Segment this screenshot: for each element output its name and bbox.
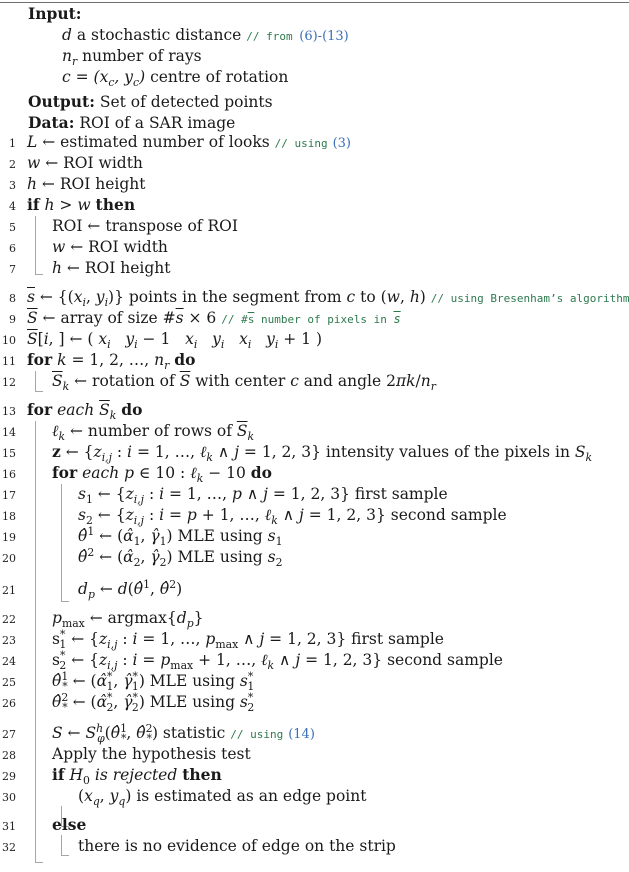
foreach-block-rule: [35, 421, 36, 862]
line-number: 26: [2, 697, 16, 710]
line-number: 3: [9, 179, 16, 192]
line-2: w ← ROI width: [27, 154, 143, 172]
line-29: if $H_0$ is rejected then: [52, 765, 222, 788]
line-number: 8: [9, 292, 16, 305]
top-rule: [0, 2, 629, 3]
line-10: $\overline{S}[i$, ] ← ( $x_i$ $y_i - 1$ $x_i$ $y_i$ $x_i$ $y_i + 1$ ): [27, 330, 323, 352]
if-block-rule-end: [35, 274, 43, 275]
input-c: $c = (x_c$, $y_c$) centre of rotation: [62, 68, 289, 90]
line-11: for k = 1, 2, …, $n_r$ do: [27, 350, 196, 373]
line-number: 17: [2, 489, 16, 502]
line-number: 31: [2, 820, 16, 833]
line-number: 18: [2, 510, 16, 523]
line-25: θ̂$^1_*$ ← ($\alphâ^*_1$, $\gammâ^*_1$) MLE using $s^*_1$: [52, 669, 255, 694]
line-number: 4: [9, 200, 16, 213]
line-number: 2: [9, 158, 16, 171]
line-number: 5: [9, 221, 16, 234]
line-32: there is no evidence of edge on the strip: [78, 837, 396, 855]
line-number: 12: [2, 376, 16, 389]
line-13: for each $\overline{S}_k$ do: [27, 400, 143, 423]
line-30: ($x_q$, $y_q$) is estimated as an edge point: [78, 787, 367, 809]
line-22: $p_{max}$ ← $argmax\{d_p\}$: [52, 609, 204, 631]
line-1: L ← estimated number of looks // using (3): [27, 133, 351, 151]
inner-for-block-rule-end: [61, 601, 69, 602]
line-27: S ← $S^h_\varphi(\thetâ^1_*$, θ̂$^2_*$) statistic // using (14): [52, 721, 315, 746]
line-19: θ̂$^1$ ← ($\alphâ_1$, $\gammâ_1$) MLE using $s_1$: [78, 524, 283, 549]
line-number: 23: [2, 634, 16, 647]
line-31: else: [52, 815, 87, 834]
line-8: $\overline{s}$ ← {($x_i$, $y_i$)} points in the segment from c to (w, h) // using Bresenham’s algorithm: [27, 288, 629, 310]
line-6: w ← ROI width: [52, 238, 168, 256]
line-4: if h > w then: [27, 195, 136, 214]
data-line: Data: ROI of a SAR image: [28, 113, 236, 132]
line-number: 6: [9, 242, 16, 255]
line-number: 7: [9, 263, 16, 276]
line-18: $s_2$ ← {$z_{i,j}$ : i = p + 1, …, ℓ$_k$ ∧ j = 1, 2, 3} second sample: [78, 506, 507, 528]
line-number: 30: [2, 791, 16, 804]
foreach-block-rule-end: [35, 862, 43, 863]
line-17: $s_1$ ← {$z_{i,j}$ : i = 1, …, p ∧ j = 1, 2, 3} first sample: [78, 485, 448, 507]
line-number: 20: [2, 552, 16, 565]
input-nr: $n_r$ number of rays: [62, 47, 202, 69]
line-21: $d_p$ ← d(θ̂$^1$, θ̂$^2$): [78, 577, 183, 602]
for-block-rule: [35, 371, 36, 391]
inner-for-block-rule: [61, 484, 62, 601]
line-15: z ← {$z_{i,j}$ : i = 1, …, ℓ$_k$ ∧ j = 1, 2, 3} intensity values of the pixels in $S_k$: [52, 442, 593, 465]
line-24: $s^*_2$ ← {$z_{i,j}$ : $i = p_{max} + 1$, …, ℓ$_k$ ∧ j = 1, 2, 3} second sample: [52, 648, 503, 673]
line-number: 10: [2, 334, 16, 347]
for-block-rule-end: [35, 391, 43, 392]
line-number: 16: [2, 468, 16, 481]
line-number: 21: [2, 584, 16, 597]
line-16: for each p ∈ 10 : ℓ$_k$ − 10 do: [52, 463, 272, 486]
output-line: Output: Set of detected points: [28, 92, 273, 111]
line-number: 15: [2, 447, 16, 460]
line-number: 24: [2, 655, 16, 668]
line-5: ROI ← transpose of ROI: [52, 217, 238, 235]
line-28: Apply the hypothesis test: [52, 745, 251, 763]
line-number: 13: [2, 405, 16, 418]
input-heading: Input:: [28, 4, 82, 23]
centre-formula: $c = (x_c$, $y_c$): [62, 68, 146, 90]
line-20: θ̂$^2$ ← ($\alphâ_2$, $\gammâ_2$) MLE using $s_2$: [78, 545, 283, 570]
line-number: 27: [2, 728, 16, 741]
line-number: 28: [2, 749, 16, 762]
line-14: ℓ$_k$ ← number of rows of $\overline{S}_k$: [52, 422, 255, 444]
line-number: 9: [9, 313, 16, 326]
line-9: $\overline{S}$ ← array of size $\#\overline{s} \times 6$ // $\#\overline{s}$ number of pixels in $\overline{s}$: [27, 309, 401, 327]
line-12: $\overline{S}_k$ ← rotation of $\overline{S}$ with center c and angle $2\pi k/n_r$: [52, 372, 436, 394]
input-d: d a stochastic distance // from (6)-(13): [62, 26, 349, 44]
line-23: $s^*_1$ ← {$z_{i,j}$ : i = 1, …, $p_{max}$ ∧ j = 1, 2, 3} first sample: [52, 627, 444, 652]
else-block-rule-end: [61, 855, 69, 856]
if-block-rule: [35, 216, 36, 274]
line-number: 11: [2, 355, 16, 368]
line-3: h ← ROI height: [27, 175, 146, 193]
else-block-rule: [61, 835, 62, 855]
line-number: 25: [2, 676, 16, 689]
line-7: h ← ROI height: [52, 259, 171, 277]
line-number: 1: [9, 137, 16, 150]
line-number: 29: [2, 770, 16, 783]
line-number: 32: [2, 841, 16, 854]
line-number: 19: [2, 531, 16, 544]
line-number: 22: [2, 613, 16, 626]
line-number: 14: [2, 426, 16, 439]
line-26: θ̂$^2_*$ ← ($\alphâ^*_2$, $\gammâ^*_2$) MLE using $s^*_2$: [52, 690, 255, 715]
